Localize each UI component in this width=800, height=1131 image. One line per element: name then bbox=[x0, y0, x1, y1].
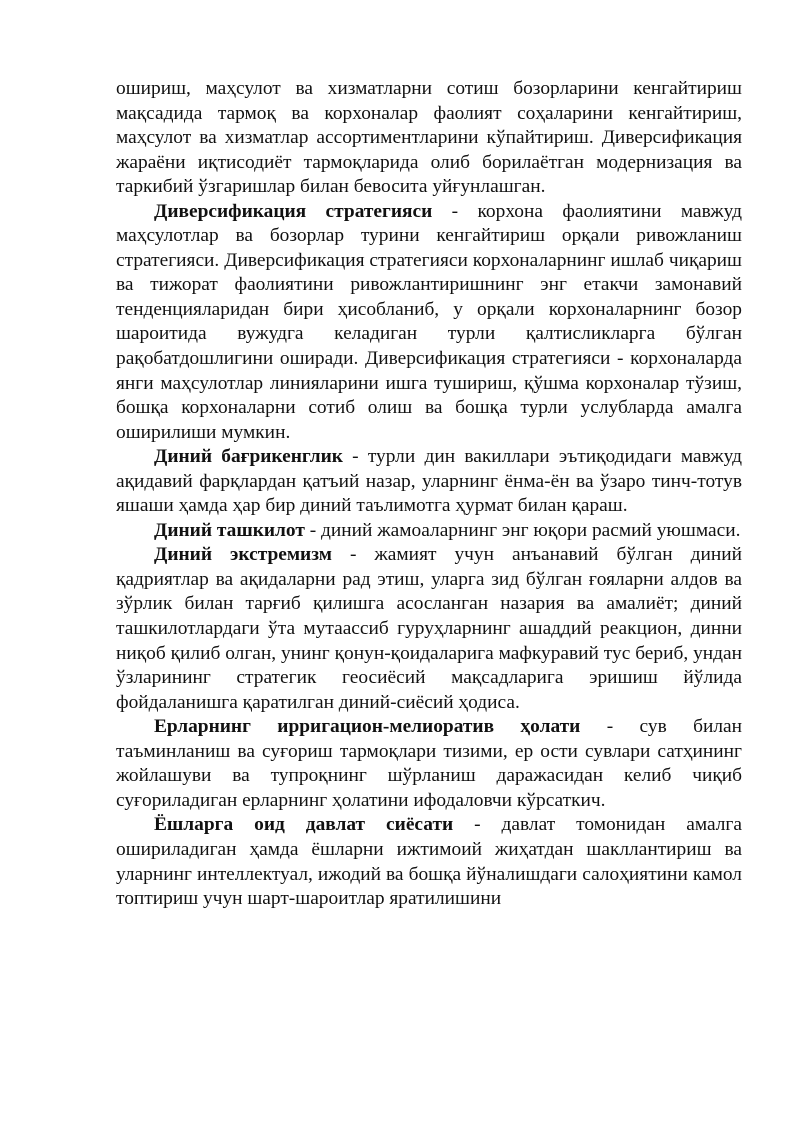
definition-text: - жамият учун анъанавий бўлган диний қадриятлар ва ақидаларни рад этиш, уларга зид бўлган ғояларни алдов ва зўрлик билан тарғиб қилишга асосланган назария ва амалиёт; диний ташкилотлардаги ўта мутаассиб гуруҳларнинг ашаддий реакцион, динни ниқоб қилиб олган, унинг қонун-қоидаларига мафкуравий тус бериб, ундан ўзларининг стратегик геосиёсий мақсадларига эришиш йўлида фойдаланишга қаратилган диний-сиёсий ҳодиса. bbox=[116, 544, 743, 713]
definition-text: - турли дин вакиллари эътиқодидаги мавжуд ақидавий фарқлардан қатъий назар, уларнинг ёнма-ён ва ўзаро тинч-тотув яшаши ҳамда ҳар бир диний таълимотга ҳурмат билан қараш. bbox=[116, 446, 742, 517]
definition-text: - сув билан таъминланиш ва суғориш тармоқлари тизими, ер ости сувлари сатҳининг жойлашуви ва тупроқнинг шўрланиш даражасидан келиб чиқиб суғориладиган ерларнинг ҳолатини ифодаловчи кўрсаткич. bbox=[116, 716, 742, 811]
definition-youth-state-policy bbox=[116, 813, 742, 911]
definition-text: - диний жамоаларнинг энг юқори расмий уюшмаси. bbox=[304, 519, 741, 541]
definition-term: Диний ташкилот bbox=[154, 519, 305, 541]
paragraph-text: ошириш, маҳсулот ва хизматларни сотиш бозорларини кенгайтириш мақсадида тармоқ ва корхоналар фаолият соҳаларини кенгайтириш, маҳсулот ва хизматлар ассортиментларини кўпайтириш. Диверсификация жараёни иқтисодиёт тармоқларида олиб борилаётган модернизация ва таркибий ўзгаришлар билан бевосита уйғунлашган. bbox=[116, 78, 742, 198]
definition-term: Ёшларга оид давлат сиёсати bbox=[154, 814, 454, 836]
definition-religious-extremism bbox=[116, 543, 742, 715]
definition-diversification-strategy bbox=[116, 200, 742, 445]
definition-text: - корхона фаолиятини мавжуд маҳсулотлар ва бозорлар турини кенгайтириш орқали ривожланиш стратегияси. Диверсификация стратегияси корхоналарнинг ишлаб чиқариш ва тижорат фаолиятини ривожлантиришнинг энг етакчи замонавий тенденцияларидан бири ҳисобланиб, у орқали корхоналарнинг бозор шароитида вужудга келадиган турли қалтисликларга бўлган рақобатдошлигини оширади. Диверсификация стратегияси - корхоналарда янги маҳсулотлар линияларини ишга тушириш, қўшма корхоналар тўзиш, бошқа корхоналарни сотиб олиш ва бошқа турли услубларда амалга оширилиши мумкин. bbox=[116, 200, 742, 443]
definition-term: Диверсификация стратегияси bbox=[154, 200, 433, 222]
definition-religious-tolerance bbox=[116, 445, 742, 519]
definition-religious-organization bbox=[116, 519, 742, 544]
definition-term: Диний экстремизм bbox=[154, 544, 332, 566]
definition-term: Ерларнинг ирригацион-мелиоратив ҳолати bbox=[154, 716, 581, 738]
paragraph-continuation bbox=[116, 77, 742, 200]
definition-land-irrigation-status bbox=[116, 715, 742, 813]
definition-text: - давлат томонидан амалга ошириладиган ҳамда ёшларни ижтимоий жиҳатдан шакллантириш ва уларнинг интеллектуал, ижодий ва бошқа йўналишдаги салоҳиятини камол топтириш учун шарт-шароитлар яратилишини bbox=[116, 814, 742, 910]
definition-term: Диний бағрикенглик bbox=[154, 446, 343, 468]
